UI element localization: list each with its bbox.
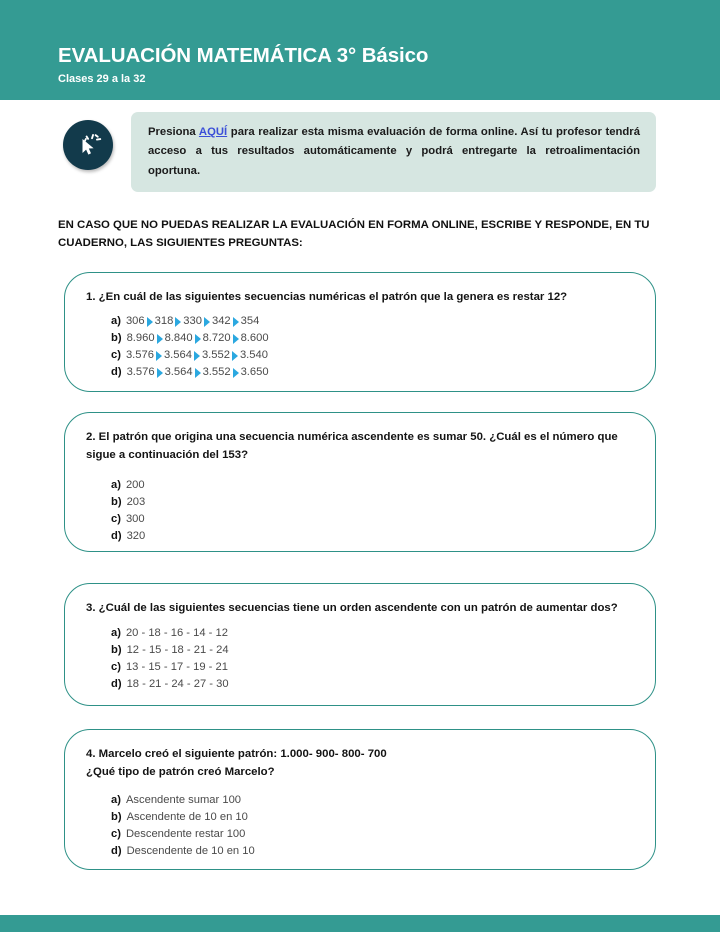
sequence-number: 354 (240, 315, 260, 327)
sequence-number: 318 (154, 315, 174, 327)
answer-option[interactable] (65, 828, 655, 845)
sequence-number: 8.600 (240, 332, 269, 344)
answer-option[interactable] (65, 661, 655, 678)
sequence-number: 306 (125, 315, 145, 327)
sequence-number: 8.960 (126, 332, 155, 344)
sequence-arrow-icon (194, 351, 200, 361)
sequence-arrow-icon (232, 351, 238, 361)
answer-option-letter: d) (111, 845, 122, 857)
sequence-number: 342 (211, 315, 231, 327)
question-options (65, 627, 655, 695)
lead-in-instruction: EN CASO QUE NO PUEDAS REALIZAR LA EVALUACIÓN EN FORMA ONLINE, ESCRIBE Y RESPONDE, EN TU CUADERNO, LAS SIGUIENTES PREGUNTAS: (58, 219, 650, 249)
click-cursor-icon (63, 120, 113, 170)
answer-option-value: 12 - 15 - 18 - 21 - 24 (126, 644, 229, 656)
question-text: 3. ¿Cuál de las siguientes secuencias tiene un orden ascendente con un patrón de aumentar dos? (86, 602, 618, 614)
sequence-arrow-icon (147, 317, 153, 327)
answer-option-letter: a) (111, 794, 121, 806)
answer-option-value: Descendente restar 100 (125, 828, 246, 840)
sequence-number: 3.564 (164, 366, 193, 378)
sequence-number: 330 (183, 315, 202, 327)
sequence-number: 3.576 (126, 366, 155, 378)
answer-option[interactable] (65, 315, 655, 332)
callout-text-after: para realizar esta misma evaluación de forma online. Así tu profesor tendrá acceso a tus resultados automáticamente y podrá entregarte la retroalimentación oportuna. (148, 126, 640, 177)
aqui-link[interactable]: AQUÍ (198, 126, 228, 138)
answer-option-letter: a) (111, 315, 121, 327)
question-options (65, 794, 655, 862)
question-text: 4. Marcelo creó el siguiente patrón: 1.000- 900- 800- 700 ¿Qué tipo de patrón creó Marcelo? (86, 748, 387, 779)
sequence-number: 8.840 (164, 332, 193, 344)
answer-option-letter: d) (111, 366, 122, 378)
answer-option-value: Ascendente sumar 100 (125, 794, 242, 806)
answer-option[interactable] (65, 794, 655, 811)
sequence-arrow-icon (156, 351, 162, 361)
answer-option[interactable] (65, 366, 655, 383)
question-text: 1. ¿En cuál de las siguientes secuencias numéricas el patrón que la genera es restar 12? (86, 291, 568, 303)
sequence-number: 3.576 (125, 349, 154, 361)
answer-option[interactable] (65, 627, 655, 644)
answer-option-value: 300 (125, 513, 145, 525)
answer-option[interactable] (65, 513, 655, 530)
sequence-number: 3.650 (240, 366, 269, 378)
sequence-arrow-icon (233, 368, 239, 378)
answer-option-letter: b) (111, 811, 122, 823)
answer-option-value: 203 (126, 496, 146, 508)
sequence-arrow-icon (204, 317, 210, 327)
sequence-arrow-icon (233, 317, 239, 327)
answer-option-value: 200 (125, 479, 145, 491)
question-options (65, 315, 655, 383)
sequence-number: 3.564 (163, 349, 192, 361)
question-card-3 (64, 583, 656, 706)
answer-option-letter: c) (111, 349, 121, 361)
question-card-1 (64, 272, 656, 392)
answer-option-letter: b) (111, 496, 122, 508)
answer-option-letter: c) (111, 661, 121, 673)
question-card-4 (64, 729, 656, 870)
answer-option-value: 13 - 15 - 17 - 19 - 21 (125, 661, 228, 673)
answer-option[interactable] (65, 530, 655, 547)
question-card-2 (64, 412, 656, 552)
answer-option-letter: c) (111, 828, 121, 840)
answer-sequence (127, 332, 269, 344)
answer-option-letter: d) (111, 678, 122, 690)
answer-option-letter: b) (111, 332, 122, 344)
sequence-arrow-icon (157, 334, 163, 344)
answer-option-value: 320 (126, 530, 146, 542)
answer-option[interactable] (65, 479, 655, 496)
answer-option[interactable] (65, 845, 655, 862)
callout-paragraph (148, 123, 640, 181)
callout-text-box (131, 112, 656, 192)
answer-option[interactable] (65, 678, 655, 695)
page-footer-bar (0, 915, 720, 932)
sequence-number: 8.720 (202, 332, 231, 344)
online-evaluation-callout (58, 112, 656, 182)
sequence-arrow-icon (175, 317, 181, 327)
answer-sequence (126, 349, 268, 361)
sequence-number: 3.552 (202, 366, 231, 378)
answer-option-value: Descendente de 10 en 10 (126, 845, 255, 857)
page-header (0, 0, 720, 100)
answer-option-value: 18 - 21 - 24 - 27 - 30 (126, 678, 229, 690)
answer-option[interactable] (65, 496, 655, 513)
answer-option[interactable] (65, 349, 655, 366)
answer-option-letter: a) (111, 627, 121, 639)
answer-sequence (126, 315, 259, 327)
sequence-arrow-icon (233, 334, 239, 344)
answer-option-letter: d) (111, 530, 122, 542)
sequence-number: 3.540 (239, 349, 268, 361)
answer-option-value: Ascendente de 10 en 10 (126, 811, 248, 823)
page-title: EVALUACIÓN MATEMÁTICA 3° Básico (58, 44, 429, 67)
callout-text-before: Presiona (148, 126, 199, 138)
question-text: 2. El patrón que origina una secuencia numérica ascendente es sumar 50. ¿Cuál es el número que sigue a continuación del 153? (86, 431, 618, 462)
sequence-arrow-icon (157, 368, 163, 378)
answer-option-letter: b) (111, 644, 122, 656)
answer-option-letter: a) (111, 479, 121, 491)
answer-option[interactable] (65, 332, 655, 349)
answer-option-letter: c) (111, 513, 121, 525)
sequence-arrow-icon (195, 334, 201, 344)
sequence-arrow-icon (195, 368, 201, 378)
answer-option[interactable] (65, 811, 655, 828)
sequence-number: 3.552 (201, 349, 230, 361)
question-options (65, 479, 655, 547)
answer-option[interactable] (65, 644, 655, 661)
answer-option-value: 20 - 18 - 16 - 14 - 12 (125, 627, 228, 639)
page-subtitle: Clases 29 a la 32 (58, 73, 146, 85)
answer-sequence (127, 366, 269, 378)
